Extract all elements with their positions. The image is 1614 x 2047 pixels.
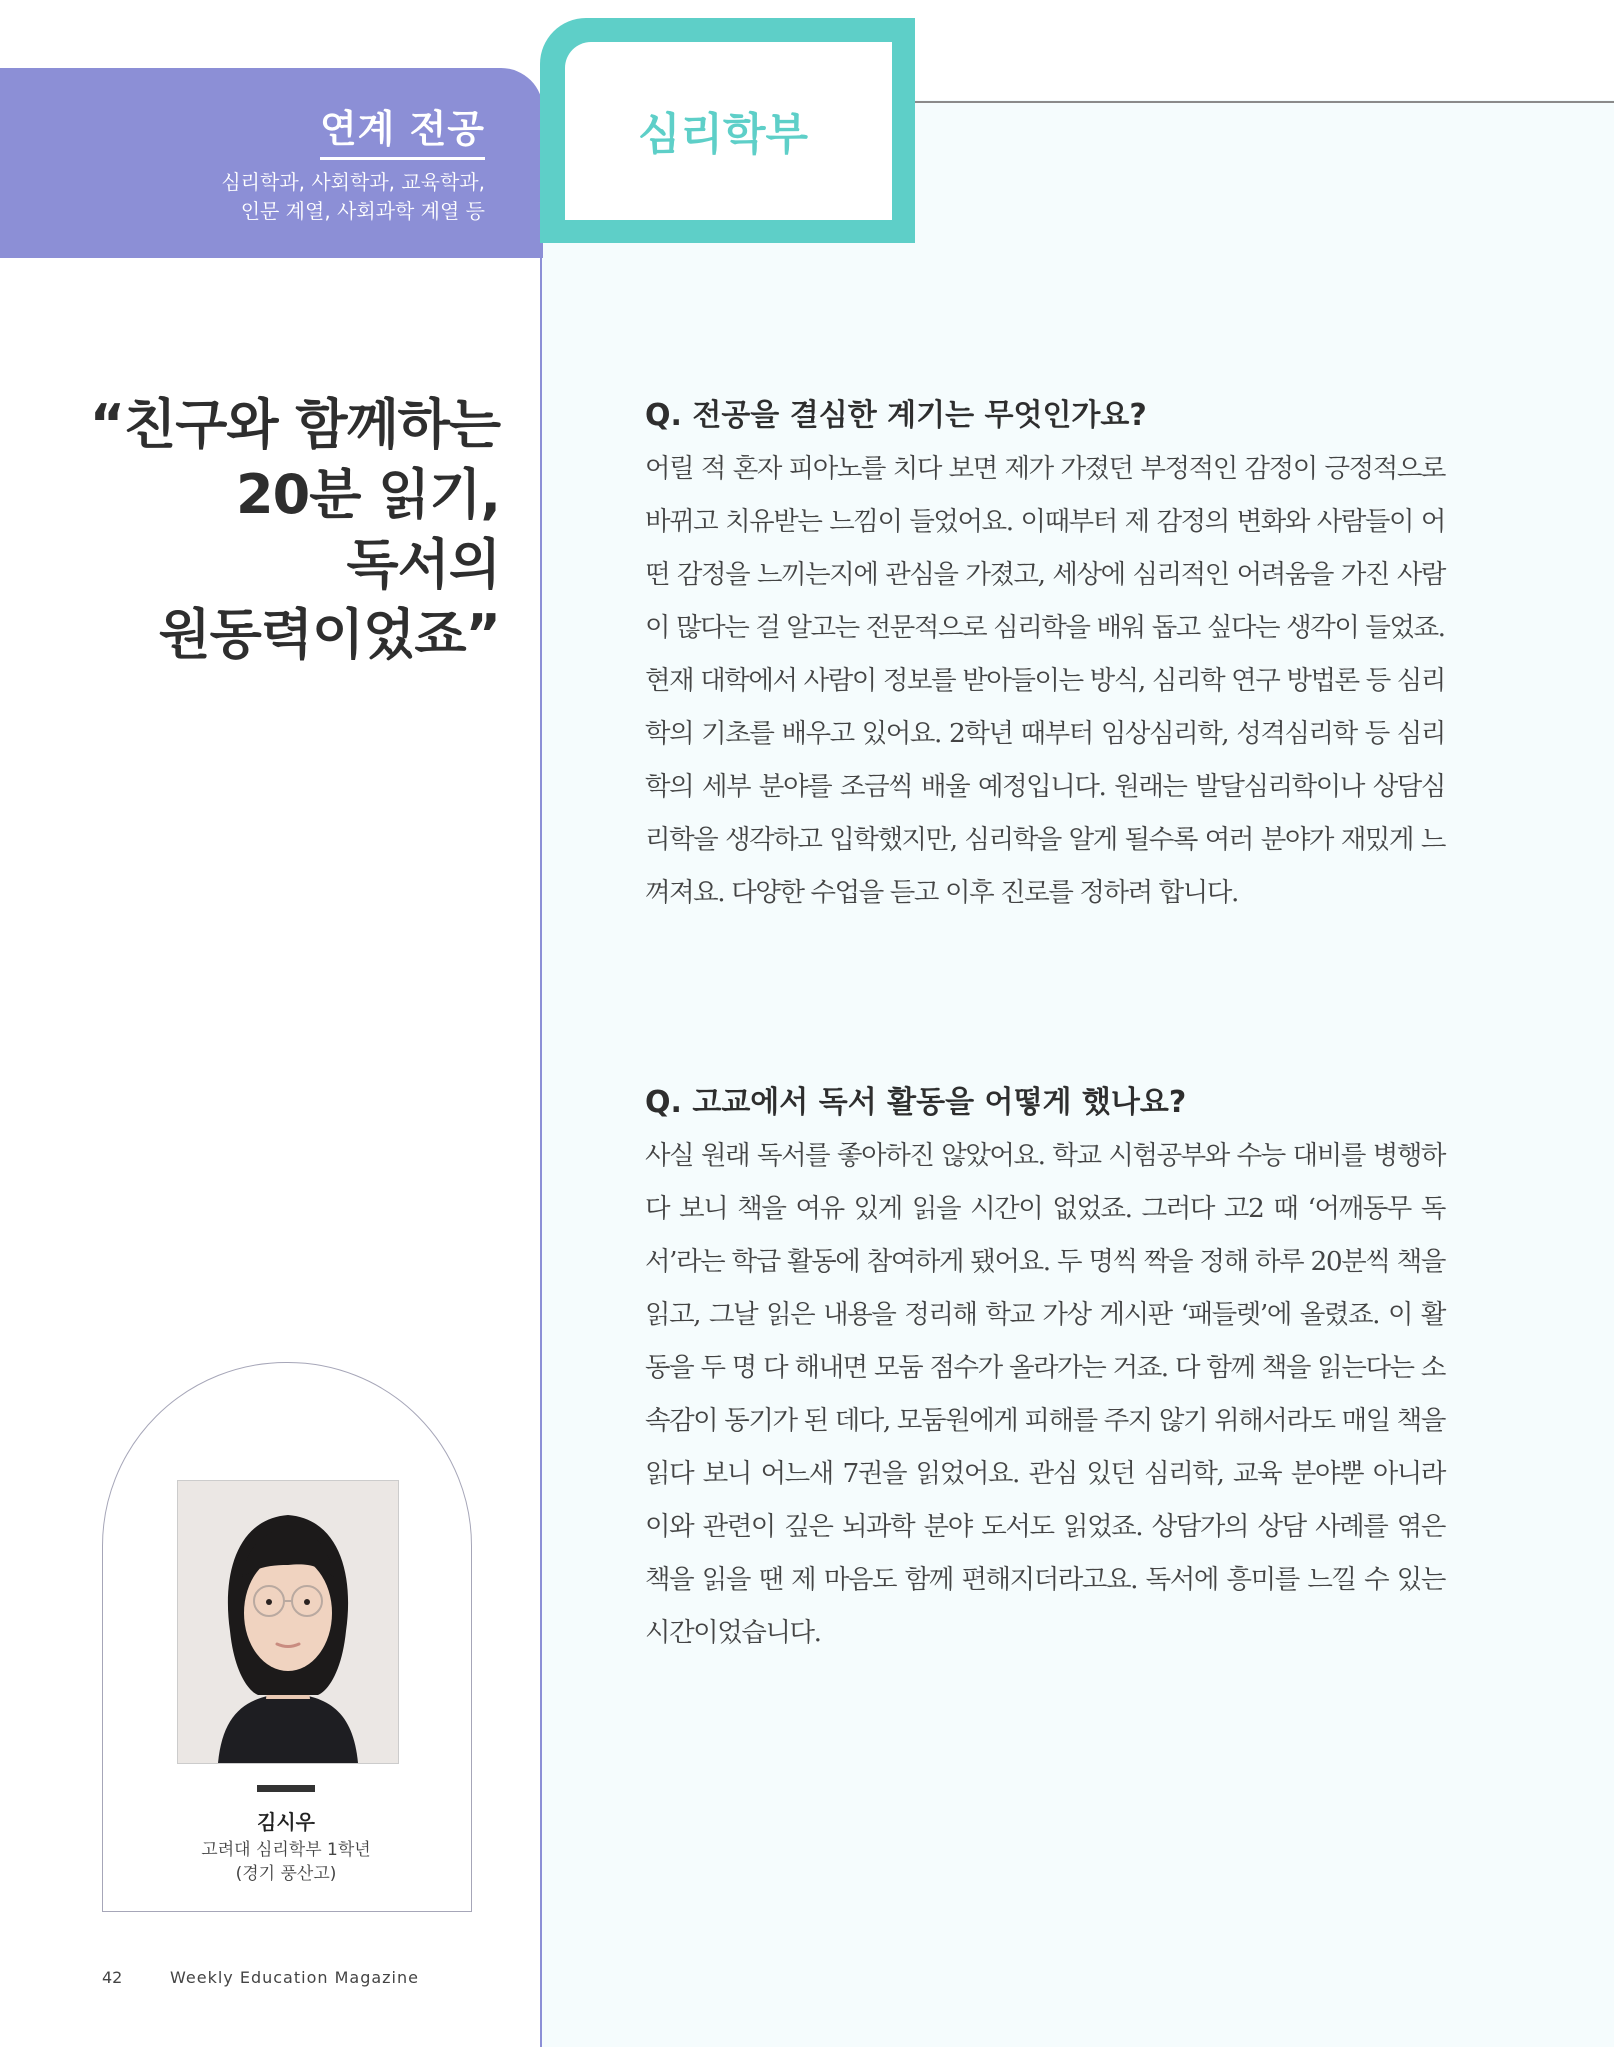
portrait-illustration (178, 1481, 398, 1763)
related-majors-title: 연계 전공 (320, 98, 485, 160)
page-number: 42 (102, 1968, 123, 1987)
interviewee-name: 김시우 (257, 1810, 315, 1834)
interviewee-affiliation: 고려대 심리학부 1학년 (201, 1840, 371, 1860)
answer-1-paragraph-2: 현재 대학에서 사람이 정보를 받아들이는 방식, 심리학 연구 방법론 등 심리학의 기초를 배우고 있어요. 2학년 때부터 임상심리학, 성격심리학 등 심리학의 세부 분야를 조금씩 배울 예정입니다. 원래는 발달심리학이나 상담심리학을 생각하고 입학했지만, 심리학을 알게 될수록 여러 분야가 재밌게 느껴져요. 다양한 수업을 듣고 이후 진로를 정하려 합니다. (645, 665, 1445, 908)
question-2: Q. 고교에서 독서 활동을 어떻게 했나요? (645, 1085, 1187, 1120)
pull-quote-line1: “친구와 함께하는 (89, 393, 500, 456)
pull-quote-line4: 원동력이었죠” (158, 603, 500, 666)
article-panel (540, 100, 1614, 2047)
department-label: 심리학부 (638, 109, 809, 160)
related-majors-line1: 심리학과, 사회학과, 교육학과, (221, 170, 485, 194)
related-majors-line2: 인문 계열, 사회과학 계열 등 (240, 199, 485, 223)
pull-quote-line3: 독서의 (346, 533, 500, 596)
related-majors-list (221, 168, 485, 226)
pull-quote (90, 390, 500, 670)
answer-2-paragraph-1: 사실 원래 독서를 좋아하진 않았어요. 학교 시험공부와 수능 대비를 병행하다 보니 책을 여유 있게 읽을 시간이 없었죠. 그러다 고2 때 ‘어깨동무 독서’라는 학급 활동에 참여하게 됐어요. 두 명씩 짝을 정해 하루 20분씩 책을 읽고, 그날 읽은 내용을 정리해 학교 가상 게시판 ‘패들렛’에 올렸죠. 이 활동을 두 명 다 해내면 모둠 점수가 올라가는 거죠. 다 함께 책을 읽는다는 소속감이 동기가 된 데다, 모둠원에게 피해를 주지 않기 위해서라도 매일 책을 읽다 보니 어느새 7권을 읽었어요. 관심 있던 심리학, 교육 분야뿐 아니라 이와 관련이 깊은 뇌과학 분야 도서도 읽었죠. 상담가의 상담 사례를 엮은 책을 읽을 땐 제 마음도 함께 편해지더라고요. 독서에 흥미를 느낄 수 있는 시간이었습니다. (645, 1140, 1445, 1648)
answer-1-paragraph-1: 어릴 적 혼자 피아노를 치다 보면 제가 가졌던 부정적인 감정이 긍정적으로 바뀌고 치유받는 느낌이 들었어요. 이때부터 제 감정의 변화와 사람들이 어떤 감정을 느끼는지에 관심을 가졌고, 세상에 심리적인 어려움을 가진 사람이 많다는 걸 알고는 전문적으로 심리학을 배워 돕고 싶다는 생각이 들었죠. (645, 453, 1445, 643)
interviewee-school: (경기 풍산고) (235, 1864, 337, 1884)
qa-block-2 (645, 1083, 1445, 1659)
name-divider (257, 1785, 315, 1792)
question-1: Q. 전공을 결심한 계기는 무엇인가요? (645, 398, 1147, 433)
interviewee-info (0, 1838, 572, 1886)
pull-quote-line2: 20분 읽기, (236, 463, 500, 526)
magazine-name: Weekly Education Magazine (170, 1968, 419, 1987)
header-rule (915, 101, 1614, 103)
related-majors-banner (0, 68, 543, 258)
qa-block-1 (645, 396, 1445, 919)
profile-photo (177, 1480, 399, 1764)
